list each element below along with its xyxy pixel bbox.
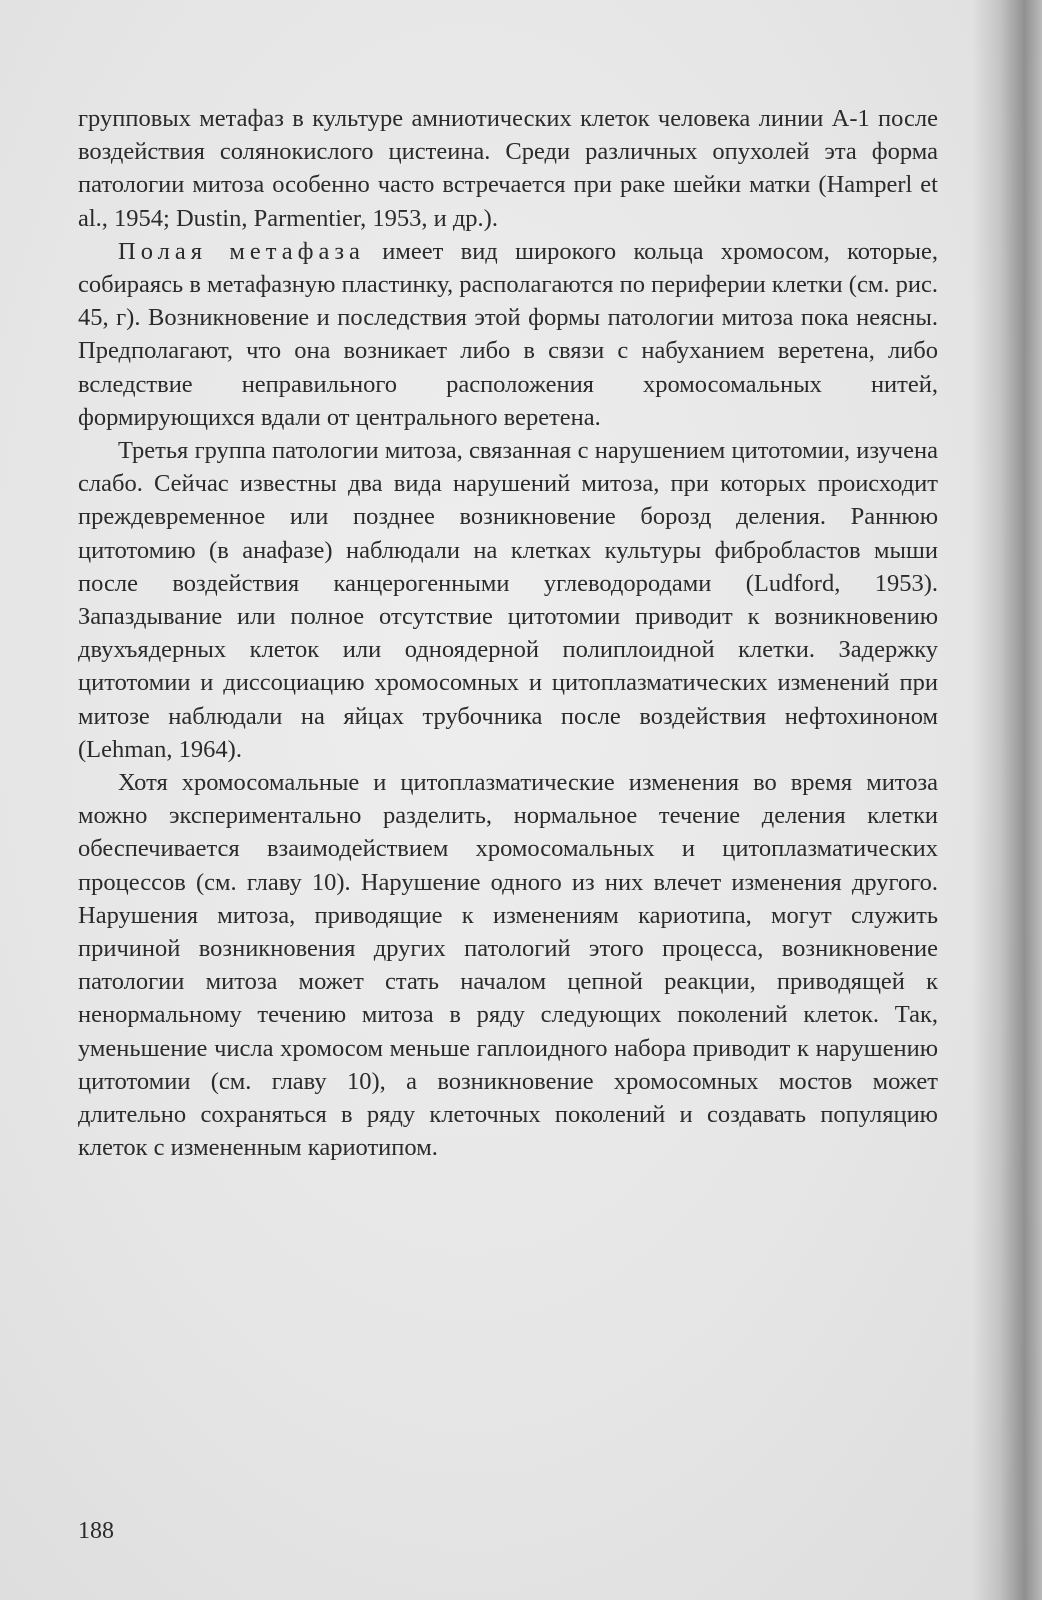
paragraph-cytotomy: Третья группа патологии митоза, связанная с нарушением цитотомии, изучена слабо. Сейчас известны два вида нарушений митоза, при которых происходит преждевременное или позднее возникновение борозд деления. Раннюю цитотомию (в анафазе) наблюдали на клетках культуры фибробластов мыши после воздействия канцерогенными углеводородами (Ludford, 1953). Запаздывание или полное отсутствие цитотомии приводит к возникновению двухъядерных клеток или одноядерной полиплоидной клетки. Задержку цитотомии и диссоциацию хромосомных и цитоплазматических изменений при митозе наблюдали на яйцах трубочника после воздействия нефтохиноном (Lehman, 1964). [78, 437, 938, 763]
body-text [78, 102, 938, 1165]
paragraph-interaction: Хотя хромосомальные и цитоплазматические изменения во время митоза можно экспериментально разделить, нормальное течение деления клетки обеспечивается взаимодействием хромосомальных и цитоплазматических процессов (см. главу 10). Нарушение одного из них влечет изменения другого. Нарушения митоза, приводящие к изменениям кариотипа, могут служить причиной возникновения других патологий этого процесса, возникновение патологии митоза может стать началом цепной реакции, приводящей к ненормальному течению митоза в ряду следующих поколений клеток. Так, уменьшение числа хромосом меньше гаплоидного набора приводит к нарушению цитотомии (см. главу 10), а возникновение хромосомных мостов может длительно сохраняться в ряду клеточных поколений и создавать популяцию клеток с измененным кариотипом. [78, 769, 938, 1162]
paragraph-continuation: групповых метафаз в культуре амниотических клеток человека линии А-1 после воздействия солянокислого цистеина. Среди различных опухолей эта форма патологии митоза особенно часто встречается при раке шейки матки (Hamperl et al., 1954; Dustin, Parmentier, 1953, и др.). [78, 105, 938, 232]
paragraph-text: имеет вид широкого кольца хромосом, которые, собираясь в метафазную пластинку, располагаются по периферии клетки (см. рис. 45, г). Возникновение и последствия этой формы патологии митоза пока неясны. Предполагают, что она возникает либо в связи с набуханием веретена, либо вследствие неправильного расположения хромосомальных нитей, формирующихся вдали от центрального веретена. [78, 237, 938, 431]
page-number: 188 [78, 1518, 114, 1544]
paragraph-hollow-metaphase [78, 235, 938, 434]
spaced-term: Полая метафаза [118, 237, 365, 265]
spine-shadow [972, 0, 1042, 1600]
